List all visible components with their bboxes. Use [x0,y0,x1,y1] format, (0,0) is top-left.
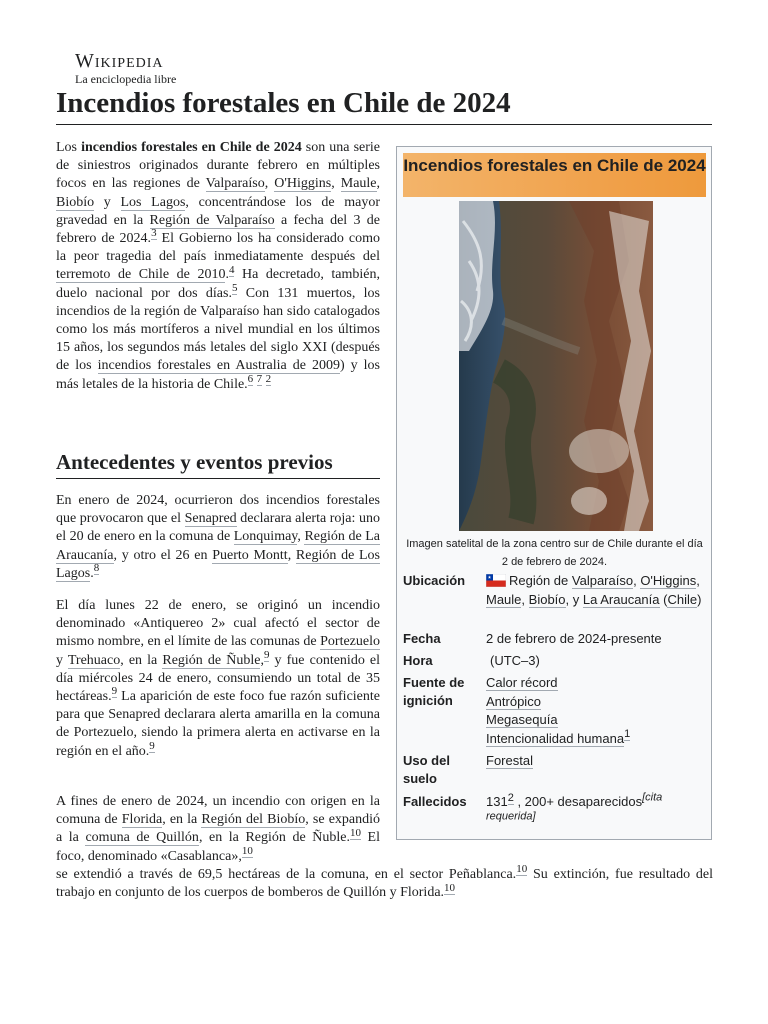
reference-10[interactable]: 10 [349,826,361,839]
infobox-link-forestal[interactable]: Forestal [486,753,533,768]
infobox-value-hora: (UTC–3) [490,653,540,668]
paragraph-enero: En enero de 2024, ocurrieron dos incendios forestales que provocaron que el Senapred declarara alerta roja: uno el 20 de enero en la comuna de Lonquimay, Región de La Araucanía, y otro el 26 en Puerto Montt, Región de Los Lagos.$^8$ [56,493,381,581]
reference-10[interactable]: 10 [516,863,528,876]
link-los-lagos[interactable]: Los Lagos [120,194,186,210]
reference-6[interactable]: 6 [247,372,254,385]
infobox-value-fecha: 2 de febrero de 2024-presente [486,631,662,646]
infobox-label-fallecidos: Fallecidos [403,794,467,809]
infobox-label-fecha: Fecha [403,631,441,646]
infobox-label-uso: Uso del suelo [403,753,450,786]
reference-7[interactable]: 7 [256,372,263,385]
link-region-araucania[interactable]: Región de La Araucanía [56,529,380,563]
link-ohiggins[interactable]: O'Higgins [274,176,332,192]
reference-1[interactable]: 1 [624,728,631,741]
link-incendios-australia-2009[interactable]: incendios forestales en Australia de 2009 [97,358,340,374]
link-region-valparaiso[interactable]: Región de Valparaíso [149,212,275,228]
wikipedia-tagline: La enciclopedia libre [75,72,177,86]
infobox-link-calor-record[interactable]: Calor récord [486,675,558,690]
link-portezuelo[interactable]: Portezuelo [320,634,380,650]
paragraph-casablanca: A fines de enero de 2024, un incendio con origen en la comuna de Florida, en la Región del Biobío, se expandió a la comuna de Quillón, en la Región de Ñuble.$^{10}$ El foco, denominado «Casablanca»,$^{10}$ [56,794,381,864]
infobox-label-fuente: Fuente de ignición [403,675,465,708]
infobox-link-la-araucania[interactable]: La Araucanía [582,591,660,607]
page-title: Incendios forestales en Chile de 2024 [56,84,712,125]
link-maule[interactable]: Maule [340,176,377,192]
reference-8[interactable]: 8 [93,562,100,575]
infobox-value-ubicacion: Región de Valparaíso, O'Higgins, Maule, Biobío, y La Araucanía (Chile) [486,573,702,607]
infobox-link-intencionalidad-humana[interactable]: Intencionalidad humana [486,730,625,746]
link-region-biobio[interactable]: Región del Biobío [201,812,306,828]
infobox-value-fallecidos: 131$^2$ , 200+ desaparecidos[cita requerida] [486,791,663,823]
wikipedia-logo[interactable] [75,50,176,86]
infobox-caption: Imagen satelital de la zona centro sur de Chile durante el día 2 de febrero de 2024. [406,538,703,568]
link-puerto-montt[interactable]: Puerto Montt [212,547,288,563]
link-biobio[interactable]: Biobío [56,194,95,210]
infobox-link-chile[interactable]: Chile [667,591,698,607]
infobox-value-uso [486,752,708,771]
infobox-link-valparaiso[interactable]: Valparaíso [571,573,634,588]
infobox-link-antropico[interactable]: Antrópico [486,693,541,709]
link-region-nuble[interactable]: Región de Ñuble [162,652,261,668]
reference-10[interactable]: 10 [241,844,253,857]
link-comuna-quillon[interactable]: comuna de Quillón [85,830,199,846]
section-heading-antecedentes: Antecedentes y eventos previos [56,447,380,479]
paragraph-antiquereo: El día lunes 22 de enero, se originó un incendio denominado «Antiquereo 2» cual afectó el sector de mismo nombre, en el límite de las comunas de Portezuelo y Trehuaco, en la Región de Ñuble,$^9$ y fue contenido el día miércoles 24 de enero, consumiendo un total de 35 hectáreas.$^9$ La aparición de este foco fue razón suficiente para que Senapred declarara alerta amarilla en la comuna de Portezuelo, siendo la primera alerta en activarse en la región en el año.$^9$ [56,598,381,759]
intro-paragraph: Los incendios forestales en Chile de 2024 son una serie de siniestros originados durante febrero en múltiples focos en las regiones de Valparaíso, O'Higgins, Maule, Biobío y Los Lagos, concentrándose los de mayor gravedad en la Región de Valparaíso a fecha del 3 de febrero de 2024.$^3$ El Gobierno los ha considerado como la peor tragedia del país inmediatamente después del terremoto de Chile de 2010.$^4$ Ha decretado, también, duelo nacional por dos días.$^5$ Con 131 muertos, los incendios de la región de Valparaíso han sido catalogados como los más mortíferos a nivel mundial en los últimos 15 años, los segundos más letales del siglo XXI (después de los incendios forestales en Australia de 2009) y los más letales de la historia de Chile.$^6$ $^7$ $^2$ [56,140,381,392]
link-senapred[interactable]: Senapred [184,511,237,527]
reference-9[interactable]: 9 [149,739,155,752]
infobox-label-hora: Hora [403,653,433,668]
infobox-link-biobio[interactable]: Biobío [528,591,566,607]
chile-flag-icon [486,574,506,587]
infobox-value-fuente [486,674,708,748]
paragraph-casablanca-continued: se extendió a través de 69,5 hectáreas de la comuna, en el sector Peñablanca.$^{10}$ Su extinción, fue resultado del trabajo en conjunto de los cuerpos de bomberos de Quillón y Florida.$^{10}$ [56,863,714,901]
link-lonquimay[interactable]: Lonquimay [233,529,298,545]
infobox-link-megasequia[interactable]: Megasequía [486,712,558,727]
satellite-image[interactable] [459,201,653,531]
infobox [396,146,712,840]
reference-10[interactable]: 10 [444,881,456,894]
link-terremoto-2010[interactable]: terremoto de Chile de 2010 [56,267,226,283]
infobox-link-ohiggins[interactable]: O'Higgins [640,573,697,588]
cita-requerida-tag[interactable]: [cita requerida] [486,791,663,823]
wikipedia-wordmark: Wikipedia [75,50,164,72]
link-region-los-lagos[interactable]: Región de Los Lagos [56,547,381,581]
reference-2[interactable]: 2 [265,372,272,385]
infobox-title: Incendios forestales en Chile de 2024 [403,153,706,197]
reference-9[interactable]: 9 [111,685,118,698]
infobox-link-maule[interactable]: Maule [486,591,522,607]
link-florida[interactable]: Florida [121,812,163,828]
link-valparaiso[interactable]: Valparaíso [205,176,265,192]
reference-2[interactable]: 2 [507,791,514,804]
article-subject: incendios forestales en Chile de 2024 [81,140,302,155]
reference-5[interactable]: 5 [231,281,238,294]
reference-9[interactable]: 9 [263,648,270,661]
link-trehuaco[interactable]: Trehuaco [67,652,121,668]
infobox-label-ubicacion: Ubicación [403,573,466,588]
reference-3[interactable]: 3 [151,227,157,240]
reference-4[interactable]: 4 [228,263,235,276]
